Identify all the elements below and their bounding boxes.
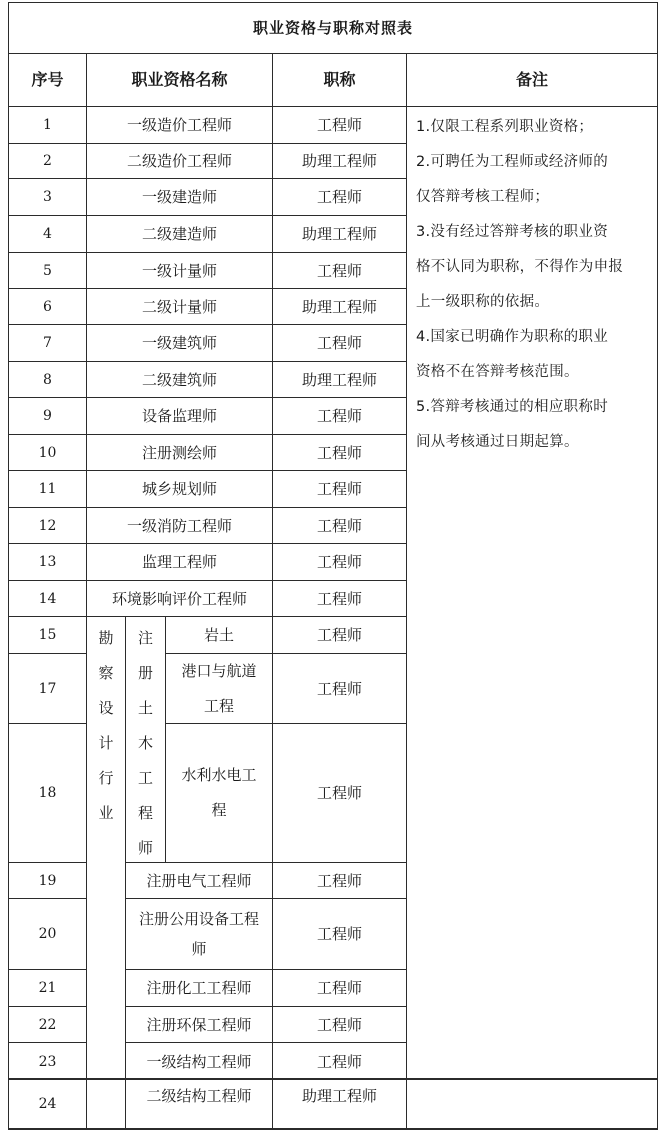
row-no: 19 (8, 862, 87, 899)
row-group-empty (86, 1078, 126, 1130)
row-qualification: 二级计量师 (86, 288, 273, 325)
row-no: 6 (8, 288, 87, 325)
notes-list (416, 110, 623, 460)
row-no: 5 (8, 252, 87, 289)
row-qualification: 设备监理师 (86, 397, 273, 435)
row-qualification-text: 注册公用设备工程师 (138, 910, 259, 958)
row-qualification-text: 水利水电工程 (181, 766, 257, 819)
note-line: 3.没有经过答辩考核的职业资 (416, 224, 609, 240)
row-title: 助理工程师 (272, 1078, 407, 1130)
row-title: 工程师 (272, 106, 407, 144)
note-line: 资格不在答辩考核范围。 (416, 364, 579, 380)
note-line: 上一级职称的依据。 (416, 294, 550, 310)
row-no: 12 (8, 507, 87, 544)
row-qualification: 岩土 (165, 616, 273, 654)
group-char: 册 (137, 664, 153, 682)
group-char: 程 (137, 804, 153, 822)
row-no: 24 (8, 1078, 87, 1130)
note-line: 2.可聘任为工程师或经济师的 (416, 154, 609, 170)
row-title: 工程师 (272, 470, 407, 508)
note-line: 仅答辩考核工程师； (416, 189, 550, 205)
row-title: 工程师 (272, 616, 407, 654)
row-qualification: 一级消防工程师 (86, 507, 273, 544)
row-notes-empty (406, 1078, 658, 1130)
table-title: 职业资格与职称对照表 (8, 2, 658, 54)
header-notes: 备注 (406, 53, 658, 107)
row-title: 工程师 (272, 1042, 407, 1081)
header-qualification: 职业资格名称 (86, 53, 273, 107)
row-qualification: 环境影响评价工程师 (86, 580, 273, 617)
row-title: 工程师 (272, 397, 407, 435)
group-char: 察 (98, 664, 114, 682)
header-no: 序号 (8, 53, 87, 107)
row-qualification: 一级建造师 (86, 178, 273, 216)
row-no: 8 (8, 361, 87, 398)
note-line: 格不认同为职称，不得作为申报 (416, 259, 624, 275)
row-title: 助理工程师 (272, 288, 407, 325)
group-survey-design-industry (86, 616, 126, 1081)
row-qualification (165, 723, 273, 863)
qualification-title-table (8, 2, 657, 1131)
row-qualification: 注册环保工程师 (125, 1006, 273, 1043)
row-title: 工程师 (272, 543, 407, 581)
group-char: 工 (137, 769, 153, 787)
row-qualification: 注册测绘师 (86, 434, 273, 471)
row-no: 13 (8, 543, 87, 581)
note-line: 4.国家已明确作为职称的职业 (416, 329, 609, 345)
group-char: 勘 (98, 629, 114, 647)
row-title: 工程师 (272, 252, 407, 289)
row-title: 助理工程师 (272, 143, 407, 179)
row-no: 14 (8, 580, 87, 617)
row-no: 2 (8, 143, 87, 179)
row-title: 工程师 (272, 507, 407, 544)
row-qualification: 二级建造师 (86, 215, 273, 253)
row-no: 4 (8, 215, 87, 253)
row-qualification: 一级计量师 (86, 252, 273, 289)
note-line: 5.答辩考核通过的相应职称时 (416, 399, 609, 415)
row-qualification: 注册电气工程师 (125, 862, 273, 899)
notes-cell (406, 106, 658, 1080)
group-char: 土 (137, 699, 153, 717)
header-title: 职称 (272, 53, 407, 107)
group-char: 木 (137, 734, 153, 752)
row-no: 7 (8, 324, 87, 362)
group-char: 行 (98, 769, 114, 787)
group-char: 业 (98, 804, 114, 822)
row-no: 15 (8, 616, 87, 654)
note-line: 1.仅限工程系列职业资格； (416, 119, 594, 135)
row-title: 工程师 (272, 862, 407, 899)
row-qualification: 二级结构工程师 (125, 1078, 273, 1130)
row-no: 22 (8, 1006, 87, 1043)
row-title: 助理工程师 (272, 215, 407, 253)
row-qualification-text: 港口与航道工程 (181, 661, 257, 715)
group-civil-engineer (125, 616, 166, 863)
row-qualification: 二级建筑师 (86, 361, 273, 398)
row-qualification: 一级造价工程师 (86, 106, 273, 144)
row-no: 20 (8, 898, 87, 970)
row-qualification (165, 653, 273, 724)
row-qualification: 一级结构工程师 (125, 1042, 273, 1081)
row-no: 23 (8, 1042, 87, 1081)
row-title: 工程师 (272, 1006, 407, 1043)
group-char: 设 (98, 699, 114, 717)
row-no: 1 (8, 106, 87, 144)
row-qualification: 一级建筑师 (86, 324, 273, 362)
row-no: 21 (8, 969, 87, 1007)
row-qualification (125, 898, 273, 970)
row-qualification: 监理工程师 (86, 543, 273, 581)
row-no: 9 (8, 397, 87, 435)
row-title: 工程师 (272, 969, 407, 1007)
row-title: 工程师 (272, 898, 407, 970)
row-no: 18 (8, 723, 87, 863)
row-title: 工程师 (272, 178, 407, 216)
group-char: 计 (98, 734, 114, 752)
note-line: 间从考核通过日期起算。 (416, 434, 579, 450)
row-title: 助理工程师 (272, 361, 407, 398)
row-qualification: 城乡规划师 (86, 470, 273, 508)
row-no: 17 (8, 653, 87, 724)
row-title: 工程师 (272, 653, 407, 724)
group-char: 师 (137, 839, 153, 857)
row-title: 工程师 (272, 580, 407, 617)
row-title: 工程师 (272, 324, 407, 362)
group-char: 注 (137, 629, 153, 647)
row-no: 10 (8, 434, 87, 471)
row-title: 工程师 (272, 434, 407, 471)
row-no: 11 (8, 470, 87, 508)
row-qualification: 注册化工工程师 (125, 969, 273, 1007)
row-qualification: 二级造价工程师 (86, 143, 273, 179)
row-no: 3 (8, 178, 87, 216)
row-title: 工程师 (272, 723, 407, 863)
